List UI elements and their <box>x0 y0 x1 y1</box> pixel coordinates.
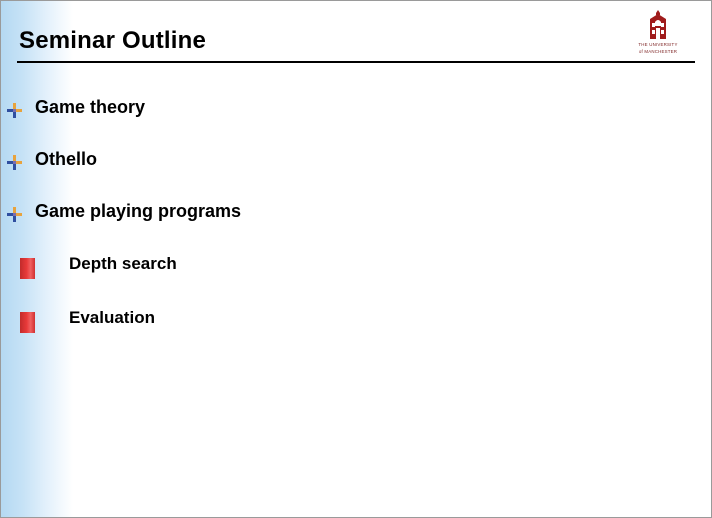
page-title: Seminar Outline <box>19 27 207 54</box>
plus-bullet-icon <box>7 103 22 118</box>
logo-text-line1: THE UNIVERSITY <box>638 42 678 47</box>
title-underline <box>17 61 695 63</box>
list-item <box>1 245 711 299</box>
square-bullet-icon <box>20 312 35 333</box>
list-item <box>1 299 711 353</box>
bullet-list <box>1 89 711 353</box>
list-item-label: Evaluation <box>69 308 155 327</box>
list-item-label: Depth search <box>69 254 177 273</box>
logo-text-line2: of MANCHESTER <box>638 49 678 54</box>
plus-bullet-icon <box>7 207 22 222</box>
university-crest-icon <box>623 9 693 41</box>
list-item <box>1 193 711 245</box>
list-item-label: Game theory <box>35 97 146 117</box>
list-item <box>1 141 711 193</box>
list-item-label: Othello <box>35 149 97 169</box>
plus-bullet-icon <box>7 155 22 170</box>
list-item-label: Game playing programs <box>35 201 242 221</box>
square-bullet-icon <box>20 258 35 279</box>
list-item <box>1 89 711 141</box>
university-logo <box>623 9 693 55</box>
